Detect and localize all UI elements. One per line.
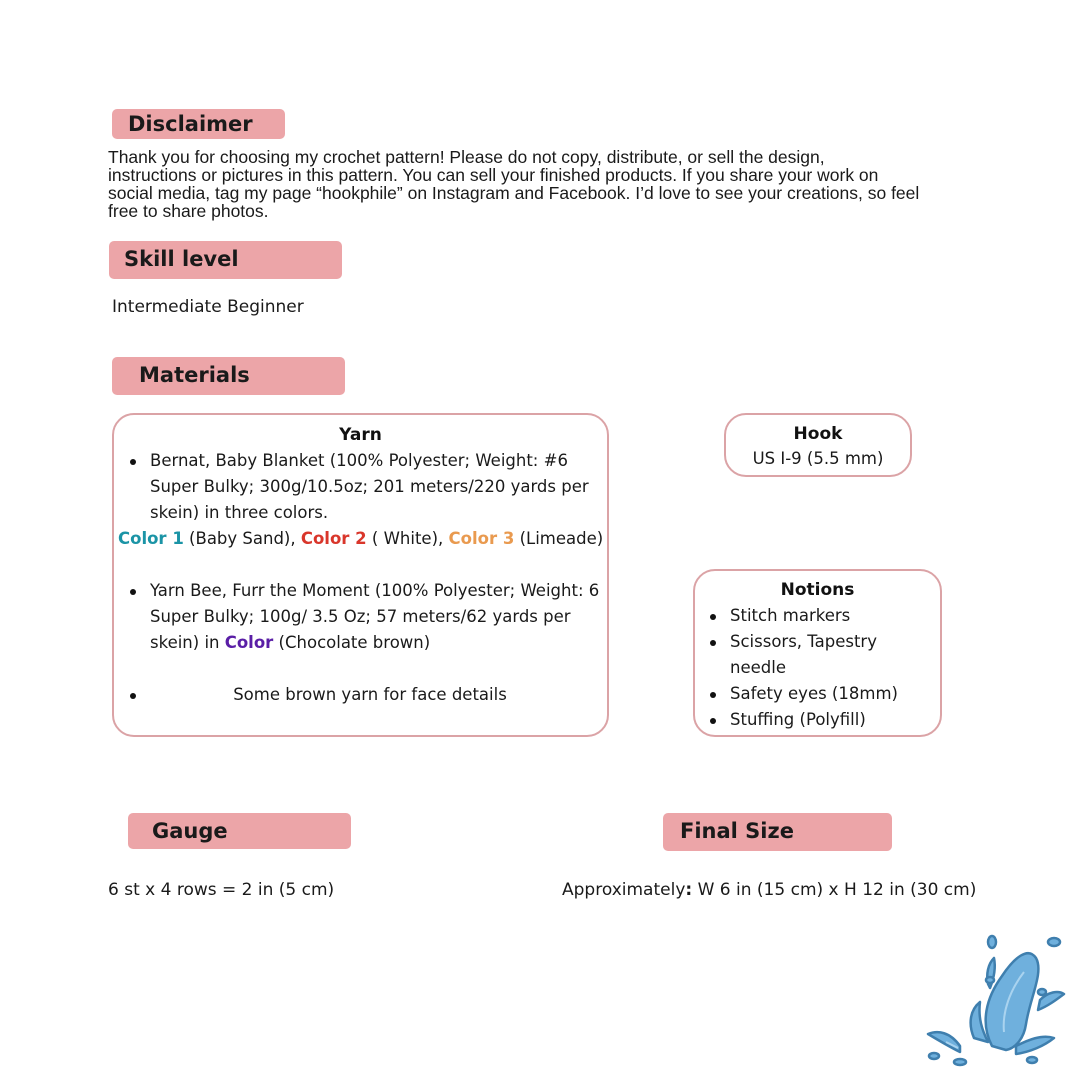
notions-box	[693, 569, 942, 737]
color3-label: Color 3	[448, 529, 515, 548]
notion-item: Safety eyes (18mm)	[730, 681, 898, 707]
yarn-line: Super Bulky; 100g/ 3.5 Oz; 57 meters/62 yards per	[150, 607, 571, 626]
yarn-line: Some brown yarn for face details	[233, 685, 507, 704]
yarn-color-line	[118, 526, 603, 552]
skill-level-value: Intermediate Beginner	[112, 297, 304, 317]
disclaimer-heading: Disclaimer	[112, 109, 285, 139]
notion-item: Stuffing (Polyfill)	[730, 707, 866, 733]
final-size-value	[562, 880, 976, 900]
color3-name: (Limeade)	[514, 529, 604, 548]
yarn-item-bernat	[150, 448, 605, 526]
color1-name: (Baby Sand),	[183, 529, 301, 548]
disclaimer-text	[108, 148, 988, 220]
color2-name: ( White),	[366, 529, 449, 548]
notion-item-continued: needle	[730, 658, 786, 677]
yarn-title: Yarn	[339, 425, 382, 445]
hook-value: US I-9 (5.5 mm)	[752, 449, 884, 468]
yarn-item-yarnbee	[150, 578, 605, 656]
disclaimer-line: social media, tag my page “hookphile” on Instagram and Facebook. I’d love to see your creations, so feel	[108, 183, 920, 203]
final-size-prefix: Approximately	[562, 880, 686, 900]
color4-label: Color	[224, 633, 274, 652]
yarn-line: Bernat, Baby Blanket (100% Polyester; Weight: #6	[150, 451, 568, 470]
gauge-value: 6 st x 4 rows = 2 in (5 cm)	[108, 880, 335, 900]
materials-heading: Materials	[112, 357, 345, 395]
notions-title: Notions	[780, 580, 855, 600]
yarn-line-prefix: skein) in	[150, 633, 225, 652]
yarn-item-brown	[150, 682, 590, 708]
final-size-dimensions: W 6 in (15 cm) x H 12 in (30 cm)	[692, 880, 977, 900]
yarn-line: Super Bulky; 300g/10.5oz; 201 meters/220 yards per	[150, 477, 589, 496]
hook-title: Hook	[793, 424, 843, 444]
final-size-heading: Final Size	[663, 813, 892, 851]
disclaimer-line: free to share photos.	[108, 201, 269, 221]
water-splash-icon	[920, 928, 1070, 1068]
final-size-colon: :	[685, 880, 693, 900]
color2-label: Color 2	[300, 529, 367, 548]
notion-item: Scissors, Tapestry	[730, 629, 877, 655]
hook-box	[724, 413, 912, 477]
color1-label: Color 1	[118, 529, 184, 548]
yarn-line: skein) in three colors.	[150, 503, 329, 522]
gauge-heading: Gauge	[128, 813, 351, 849]
disclaimer-line: instructions or pictures in this pattern. You can sell your finished products. If you share your work on	[108, 165, 879, 185]
yarn-box	[112, 413, 609, 737]
yarn-line: Yarn Bee, Furr the Moment (100% Polyester; Weight: 6	[150, 581, 600, 600]
color4-name: (Chocolate brown)	[273, 633, 431, 652]
yarn-line	[150, 630, 605, 656]
notion-item: Stitch markers	[730, 603, 850, 629]
skill-level-heading: Skill level	[109, 241, 342, 279]
disclaimer-line: Thank you for choosing my crochet pattern! Please do not copy, distribute, or sell the design,	[108, 147, 825, 167]
